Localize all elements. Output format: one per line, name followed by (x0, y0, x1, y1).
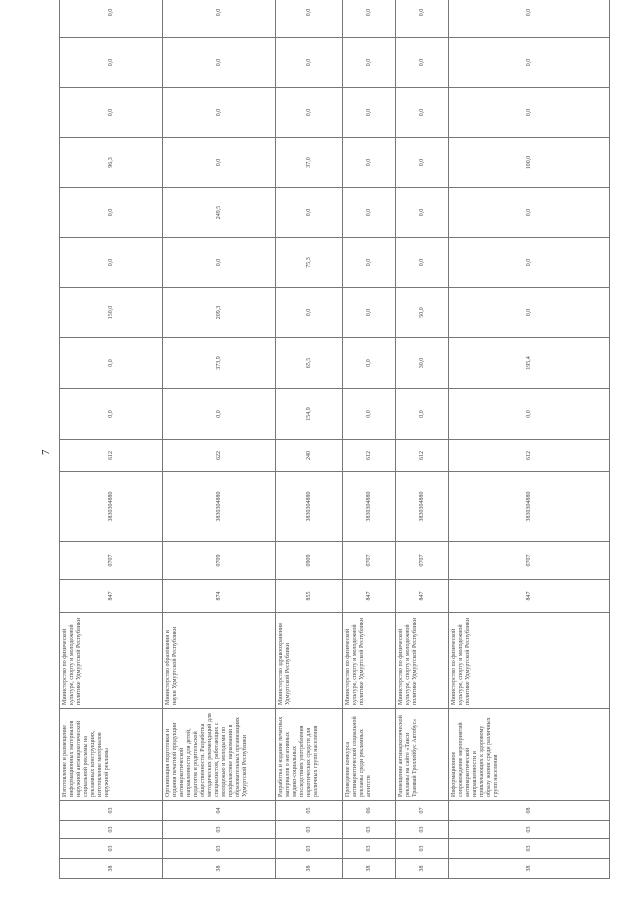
cell-m-code: 07 (396, 801, 449, 821)
cell-m-code: 08 (449, 801, 610, 821)
cell-y2022: 0,0 (276, 38, 343, 88)
cell-y2021: 0,0 (396, 88, 449, 138)
cell-vr-code: 240 (276, 440, 343, 472)
cell-y2022: 0,0 (60, 38, 163, 88)
cell-y2018: 0,0 (396, 238, 449, 288)
cell-grbs-code: 847 (343, 580, 396, 613)
table-row (163, 0, 276, 879)
table-row (60, 0, 163, 879)
page-number: 7 (40, 449, 52, 455)
cell-om-code: 03 (276, 821, 343, 839)
cell-y2020: 100,0 (449, 138, 610, 188)
cell-rzpr-code: 0909 (276, 542, 343, 580)
cell-y2017: 150,0 (60, 288, 163, 338)
cell-y2018: 75,3 (276, 238, 343, 288)
cell-om-code: 03 (449, 821, 610, 839)
cell-y2017: 0,0 (343, 288, 396, 338)
cell-y2018: 0,0 (60, 238, 163, 288)
cell-y2018: 0,0 (343, 238, 396, 288)
cell-rzpr-code: 0707 (396, 542, 449, 580)
cell-grbs-code: 847 (396, 580, 449, 613)
cell-vr-code: 612 (60, 440, 163, 472)
cell-executor: Министерство по физической культуре, спорту и молодежной политике Удмуртской Республики (396, 613, 449, 709)
cell-om-code: 03 (396, 821, 449, 839)
cell-om-code: 03 (343, 821, 396, 839)
cell-y2022: 0,0 (343, 38, 396, 88)
cell-y2017: 209,3 (163, 288, 276, 338)
cell-y2020: 0,0 (163, 138, 276, 188)
cell-measure-name: Разработка и издание печатных материалов о негативных медико-социальных последствиях употребления наркотических средств для различных групп населения (276, 709, 343, 801)
cell-gp-code: 38 (343, 859, 396, 879)
cell-gp-code: 38 (396, 859, 449, 879)
cell-y2017: 0,0 (449, 288, 610, 338)
cell-y2022: 0,0 (396, 38, 449, 88)
cell-pp-code: 03 (60, 839, 163, 859)
cell-y2016: 0,0 (343, 338, 396, 389)
table-row (276, 0, 343, 879)
cell-measure-name: Изготовление и размещение информационных материалов наружной антинаркотической социальной рекламы на рекламных конструкциях, изготовление материалов наружной рекламы (60, 709, 163, 801)
cell-m-code: 04 (163, 801, 276, 821)
cell-csr-code: 3830304880 (60, 472, 163, 542)
cell-y2020: 37,0 (276, 138, 343, 188)
cell-executor: Министерство здравоохранения Удмуртской Республики (276, 613, 343, 709)
cell-vr-code: 612 (343, 440, 396, 472)
cell-csr-code: 3830304880 (343, 472, 396, 542)
cell-rzpr-code: 0707 (343, 542, 396, 580)
cell-y2015: 0,0 (60, 389, 163, 440)
cell-y2022: 0,0 (163, 38, 276, 88)
cell-executor: Министерство по физической культуре, спорту и молодежной политике Удмуртской Республики (60, 613, 163, 709)
cell-y2021: 0,0 (163, 88, 276, 138)
budget-table (59, 0, 610, 879)
cell-y2015: 0,0 (396, 389, 449, 440)
cell-y2019: 0,0 (449, 188, 610, 238)
cell-y2015: 0,0 (163, 389, 276, 440)
cell-y2016: 195,4 (449, 338, 610, 389)
cell-vr-code: 612 (449, 440, 610, 472)
cell-y2017: 50,0 (396, 288, 449, 338)
cell-csr-code: 3830304880 (449, 472, 610, 542)
cell-y2016: 373,9 (163, 338, 276, 389)
cell-m-code: 05 (276, 801, 343, 821)
cell-vr-code: 622 (163, 440, 276, 472)
cell-y2019: 0,0 (343, 188, 396, 238)
cell-measure-name: Проведение конкурса антинаркотической социальной рекламы среди рекламных агентств (343, 709, 396, 801)
cell-measure-name: Организация подготовки и издания печатной продукции антинаркотической направленности для детей, педагогов и родительской общественности. Разработка методических рекомендаций для специалистов, работающих с молодежью и молодыми по профилактике наркомании в образовательных организациях Удмуртской Республики (163, 709, 276, 801)
cell-y2023: 0,0 (276, 0, 343, 38)
cell-grbs-code: 847 (60, 580, 163, 613)
cell-y2023: 0,0 (163, 0, 276, 38)
cell-executor: Министерство по физической культуре, спорту и молодежной политике Удмуртской Республики (343, 613, 396, 709)
cell-y2023: 0,0 (449, 0, 610, 38)
cell-gp-code: 38 (276, 859, 343, 879)
cell-grbs-code: 847 (449, 580, 610, 613)
cell-measure-name: Размещение антинаркотической рекламы на сайте «Такси Трамвай Троллейбус Автобус» (396, 709, 449, 801)
cell-measure-name: Информационное сопровождение мероприятий антинаркотической направленности и привлекающих к здоровому образу жизни среди различных групп населения (449, 709, 610, 801)
cell-rzpr-code: 0707 (60, 542, 163, 580)
cell-y2020: 96,3 (60, 138, 163, 188)
table-row (343, 0, 396, 879)
cell-y2021: 0,0 (60, 88, 163, 138)
cell-y2018: 0,0 (449, 238, 610, 288)
cell-gp-code: 38 (449, 859, 610, 879)
cell-y2020: 0,0 (343, 138, 396, 188)
cell-y2019: 0,0 (396, 188, 449, 238)
cell-pp-code: 03 (343, 839, 396, 859)
cell-m-code: 03 (60, 801, 163, 821)
cell-y2016: 65,5 (276, 338, 343, 389)
cell-pp-code: 03 (163, 839, 276, 859)
cell-om-code: 03 (163, 821, 276, 839)
cell-executor: Министерство по физической культуре, спорту и молодежной политике Удмуртской Республики (449, 613, 610, 709)
cell-y2019: 0,0 (60, 188, 163, 238)
cell-y2021: 0,0 (343, 88, 396, 138)
cell-y2022: 0,0 (449, 38, 610, 88)
cell-y2020: 0,0 (396, 138, 449, 188)
cell-csr-code: 3830304880 (276, 472, 343, 542)
cell-y2023: 0,0 (396, 0, 449, 38)
cell-y2019: 249,5 (163, 188, 276, 238)
cell-m-code: 06 (343, 801, 396, 821)
table-row (449, 0, 610, 879)
cell-gp-code: 38 (163, 859, 276, 879)
cell-csr-code: 3830304880 (163, 472, 276, 542)
cell-y2017: 0,0 (276, 288, 343, 338)
cell-rzpr-code: 0709 (163, 542, 276, 580)
cell-grbs-code: 855 (276, 580, 343, 613)
cell-y2021: 0,0 (276, 88, 343, 138)
cell-y2021: 0,0 (449, 88, 610, 138)
cell-om-code: 03 (60, 821, 163, 839)
cell-y2019: 0,0 (276, 188, 343, 238)
cell-vr-code: 612 (396, 440, 449, 472)
cell-pp-code: 03 (449, 839, 610, 859)
cell-y2016: 0,0 (60, 338, 163, 389)
cell-csr-code: 3830304880 (396, 472, 449, 542)
cell-grbs-code: 874 (163, 580, 276, 613)
cell-y2015: 0,0 (449, 389, 610, 440)
cell-y2016: 30,0 (396, 338, 449, 389)
cell-y2023: 0,0 (60, 0, 163, 38)
cell-executor: Министерство образования и науки Удмуртской Республики (163, 613, 276, 709)
cell-rzpr-code: 0707 (449, 542, 610, 580)
cell-y2015: 154,9 (276, 389, 343, 440)
cell-gp-code: 38 (60, 859, 163, 879)
cell-y2018: 0,0 (163, 238, 276, 288)
table-row (396, 0, 449, 879)
budget-table-sheet (59, 8, 609, 879)
cell-pp-code: 03 (276, 839, 343, 859)
cell-y2023: 0,0 (343, 0, 396, 38)
cell-pp-code: 03 (396, 839, 449, 859)
cell-y2015: 0,0 (343, 389, 396, 440)
